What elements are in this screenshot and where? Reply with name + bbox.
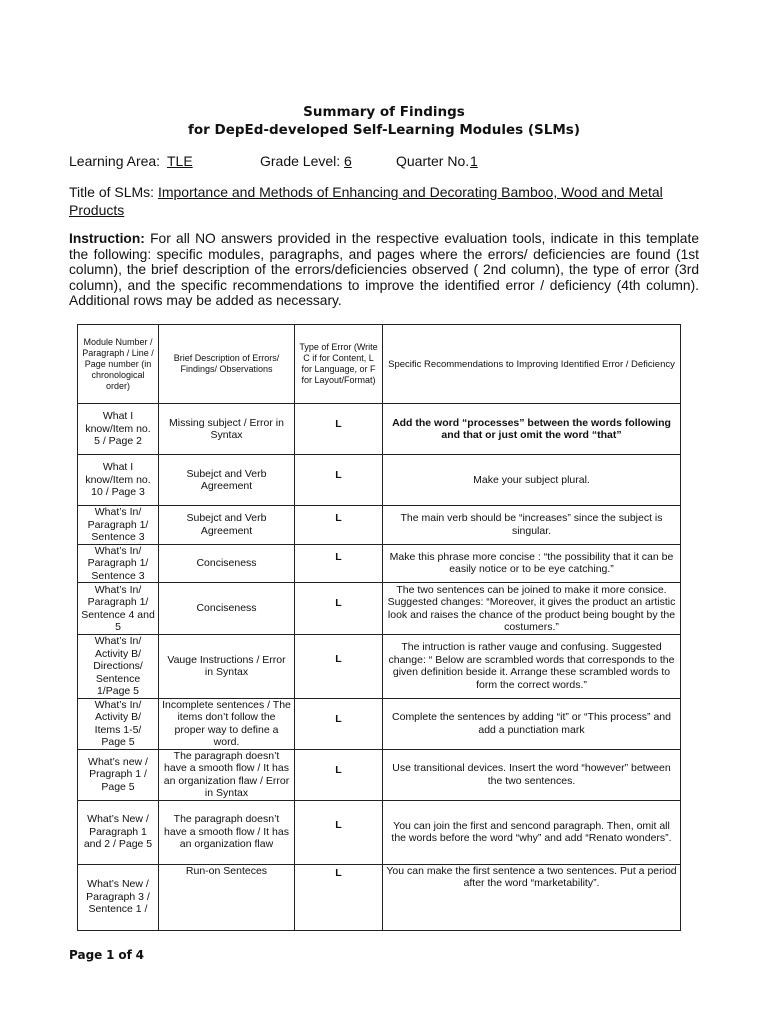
- cell-type: L: [295, 800, 383, 864]
- table-row: [78, 455, 681, 506]
- table-row: [78, 404, 681, 455]
- cell-description: The paragraph doesn’t have a smooth flow / It has an organization flaw / Error in Syntax: [159, 749, 295, 800]
- grade-level-label: Grade Level:: [260, 153, 341, 169]
- cell-module: What’s In/ Activity B/ Items 1-5/ Page 5: [78, 698, 159, 749]
- header-module: Module Number / Paragraph / Line / Page number (in chronological order): [78, 325, 159, 404]
- header-recommendation: Specific Recommendations to Improving Identified Error / Deficiency: [383, 325, 681, 404]
- cell-description: Conciseness: [159, 544, 295, 583]
- cell-type: L: [295, 404, 383, 455]
- cell-recommendation: The two sentences can be joined to make it more consice. Suggested changes: “Moreover, it gives the product an artistic look and raises the chance of the product being bought by the costumers.”: [383, 583, 681, 635]
- slm-title-value-line1: Importance and Methods of Enhancing and Decorating Bamboo, Wood and Metal: [157, 184, 663, 200]
- table-row: [78, 800, 681, 864]
- cell-module: What’s In/ Paragraph 1/ Sentence 3: [78, 544, 159, 583]
- quarter-label: Quarter No.: [396, 153, 470, 169]
- table-row: [78, 698, 681, 749]
- cell-type: L: [295, 698, 383, 749]
- table-header-row: [78, 325, 681, 404]
- table-row: [78, 583, 681, 635]
- cell-module: What I know/Item no. 5 / Page 2: [78, 404, 159, 455]
- header-description: Brief Description of Errors/ Findings/ Observations: [159, 325, 295, 404]
- page-label: Page: [69, 948, 103, 962]
- cell-type: L: [295, 749, 383, 800]
- cell-recommendation: You can join the first and sencond paragraph. Then, omit all the words before the word “why” and add “Renato wonders”.: [383, 800, 681, 864]
- cell-type: L: [295, 506, 383, 545]
- cell-description: Subejct and Verb Agreement: [159, 455, 295, 506]
- quarter-value: 1: [470, 153, 478, 169]
- header-type: Type of Error (Write C if for Content, L for Language, or F for Layout/Format): [295, 325, 383, 404]
- cell-type: L: [295, 544, 383, 583]
- cell-type: L: [295, 864, 383, 930]
- instruction-text: For all NO answers provided in the respective evaluation tools, indicate in this template the following: specific modules, paragraphs, and pages where the errors/ deficiencies are found (1st column), the brief description of the errors/deficiencies observed ( 2nd column), the type of error (3rd column), and the specific recommendations to improve the identified error / deficiency (4th column). Additional rows may be added as necessary.: [69, 231, 699, 308]
- cell-module: What’s new / Pragraph 1 / Page 5: [78, 749, 159, 800]
- learning-area-label: Learning Area:: [69, 153, 161, 169]
- learning-area-value: TLE: [167, 153, 193, 169]
- cell-recommendation: Make this phrase more concise : “the possibility that it can be easily notice or to be eye catching.”: [383, 544, 681, 583]
- instruction-label: Instruction:: [69, 231, 145, 246]
- cell-type: L: [295, 455, 383, 506]
- cell-recommendation: The main verb should be “increases” since the subject is singular.: [383, 506, 681, 545]
- instruction-paragraph: [69, 231, 699, 309]
- cell-type: L: [295, 635, 383, 699]
- cell-recommendation: The intruction is rather vauge and confusing. Suggested change: “ Below are scrambled words that corresponds to the given definition beside it. Arrange these scrambled words to form the correct words.”: [383, 635, 681, 699]
- cell-module: What’s In/ Paragraph 1/ Sentence 3: [78, 506, 159, 545]
- cell-description: Vauge Instructions / Error in Syntax: [159, 635, 295, 699]
- page-of-label: of: [118, 948, 132, 962]
- cell-type: L: [295, 583, 383, 635]
- table-row: [78, 506, 681, 545]
- cell-recommendation: Complete the sentences by adding “it” or “This process” and add a punctiation mark: [383, 698, 681, 749]
- cell-module: What I know/Item no. 10 / Page 3: [78, 455, 159, 506]
- document-title: Summary of Findings: [303, 104, 465, 120]
- slm-title-label: Title of SLMs:: [69, 184, 155, 200]
- table-row: [78, 864, 681, 930]
- cell-recommendation: Make your subject plural.: [383, 455, 681, 506]
- table-row: [78, 635, 681, 699]
- cell-description: Missing subject / Error in Syntax: [159, 404, 295, 455]
- cell-description: Conciseness: [159, 583, 295, 635]
- page-footer: [69, 948, 144, 962]
- table-row: [78, 544, 681, 583]
- document-subtitle: for DepEd-developed Self-Learning Modules (SLMs): [187, 122, 580, 138]
- cell-recommendation: Add the word “processes” between the words following and that or just omit the word “that”: [383, 404, 681, 455]
- page-total: 4: [135, 948, 144, 962]
- grade-level-value: 6: [344, 153, 352, 169]
- slm-title: [69, 183, 709, 219]
- cell-module: What’s New / Paragraph 3 / Sentence 1 /: [78, 864, 159, 930]
- page-number: 1: [106, 948, 115, 962]
- cell-description: Incomplete sentences / The items don’t follow the proper way to define a word.: [159, 698, 295, 749]
- table-row: [78, 749, 681, 800]
- slm-title-value-line2: Products: [69, 202, 125, 218]
- cell-recommendation: You can make the first sentence a two sentences. Put a period after the word “marketability”.: [383, 864, 681, 930]
- findings-table: [77, 324, 681, 931]
- cell-description: Run-on Senteces: [159, 864, 295, 930]
- cell-description: Subejct and Verb Agreement: [159, 506, 295, 545]
- cell-module: What’s New / Paragraph 1 and 2 / Page 5: [78, 800, 159, 864]
- cell-recommendation: Use transitional devices. Insert the word “however” between the two sentences.: [383, 749, 681, 800]
- cell-module: What’s In/ Paragraph 1/ Sentence 4 and 5: [78, 583, 159, 635]
- cell-module: What’s In/ Activity B/ Directions/ Sentence 1/Page 5: [78, 635, 159, 699]
- cell-description: The paragraph doesn’t have a smooth flow / It has an organization flaw: [159, 800, 295, 864]
